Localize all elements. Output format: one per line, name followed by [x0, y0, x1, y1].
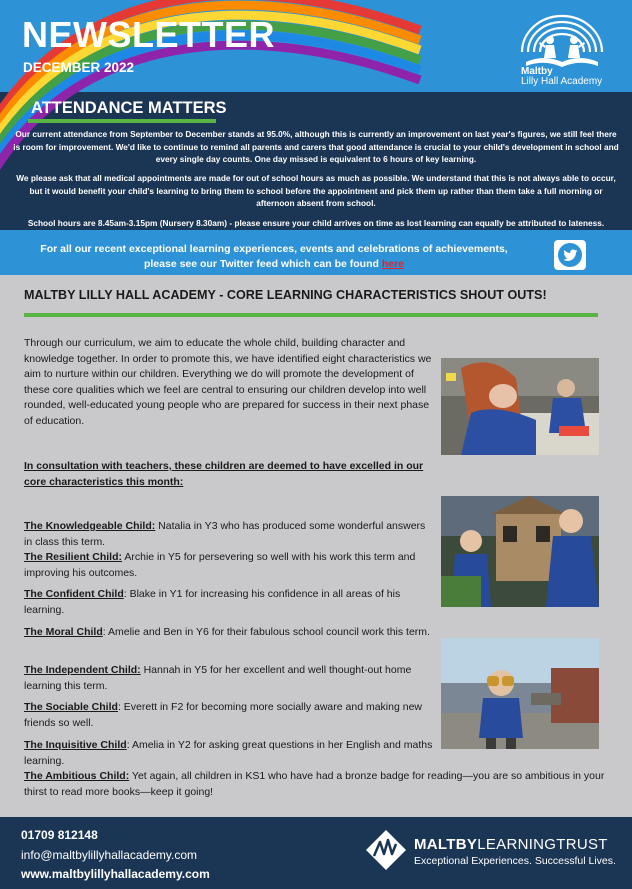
core-characteristics-heading: MALTBY LILLY HALL ACADEMY - CORE LEARNING CHARACTERISTICS SHOUT OUTS!: [24, 288, 547, 302]
shoutout-ambitious: [24, 769, 614, 800]
shoutout-title: The Moral Child: [24, 626, 103, 638]
school-name-line2: Lilly Hall Academy: [521, 76, 603, 87]
school-name-line1: Maltby: [521, 66, 553, 77]
shoutout-text: Natalia in Y3 who has produced some wonderful answers in class this term.: [24, 520, 426, 548]
newsletter-header: [0, 0, 632, 230]
shoutout-text: : Amelie and Ben in Y6 for their fabulous school council work this term.: [102, 626, 430, 638]
attendance-paragraph-3: School hours are 8.45am-3.15pm (Nursery 8.30am) - please ensure your child arrives on time as lost learning can equally be attributed to lateness.: [27, 218, 605, 228]
trust-name-rest: LEARNINGTRUST: [477, 836, 608, 853]
core-heading-underline: [24, 313, 598, 317]
twitter-bird-icon[interactable]: [554, 240, 586, 270]
shoutout-text: : Everett in F2 for becoming more socially aware and making new friends so well.: [24, 701, 422, 729]
photo-child-binoculars: [441, 638, 599, 749]
shoutout-sociable: [24, 700, 440, 731]
shoutout-text: : Amelia in Y2 for asking great questions in her English and maths learning.: [24, 739, 433, 767]
footer-website[interactable]: www.maltbylillyhallacademy.com: [21, 867, 210, 881]
shoutout-text: : Blake in Y1 for increasing his confidence in all areas of his learning.: [24, 588, 401, 616]
newsletter-date: DECEMBER 2022: [23, 60, 135, 75]
attendance-paragraph-1: Our current attendance from September to December stands at 95.0%, although this is currently an improvement on last year's figures, we still feel there is room for improvement. We'd like to continue to remind all parents and carers that good attendance is crucial to your child's development in school and every single day counts. One day missed is equivalent to 6 hours of key learning.: [13, 129, 619, 165]
footer-phone[interactable]: 01709 812148: [21, 828, 98, 842]
shoutout-independent: [24, 663, 440, 694]
photo-children-playhouse: [441, 496, 599, 607]
twitter-here-link[interactable]: here: [381, 258, 405, 270]
newsletter-title: NEWSLETTER: [22, 14, 275, 55]
shoutout-confident: [24, 587, 436, 618]
shoutout-title: The Inquisitive Child: [24, 739, 127, 751]
shoutout-text: Archie in Y5 for persevering so well with his work this term and improving his outcomes.: [24, 551, 416, 579]
shoutout-resilient: [24, 550, 440, 581]
twitter-message: [14, 242, 534, 272]
trust-logo-icon: [364, 828, 408, 872]
shoutout-title: The Ambitious Child:: [24, 770, 130, 782]
shoutout-title: The Confident Child: [24, 588, 124, 600]
shoutout-text: Hannah in Y5 for her excellent and well thought-out home learning this term.: [24, 664, 412, 692]
shoutout-knowledgeable: [24, 519, 436, 550]
consultation-statement: In consultation with teachers, these children are deemed to have excelled in our core characteristics this month:: [24, 460, 424, 488]
footer-email[interactable]: info@maltbylillyhallacademy.com: [21, 848, 198, 862]
shoutout-text: Yet again, all children in KS1 who have had a bronze badge for reading—you are so ambitious in your thirst to read more books—keep it going!: [24, 770, 605, 798]
core-intro-paragraph: Through our curriculum, we aim to educate the whole child, building character and knowledge together. In order to promote this, we have identified eight characteristics we aim to nurture within our children. Everything we do will promote the development of these core qualities which we feel are central to ensuring our children develop into well rounded, well-educated young people who are prepared for success in their next phase of education.: [24, 337, 432, 427]
trust-tagline: Exceptional Experiences. Successful Lives.: [414, 855, 616, 867]
twitter-line-2: please see our Twitter feed which can be found: [143, 258, 382, 270]
shoutout-inquisitive: [24, 738, 434, 769]
attendance-underline: [28, 119, 216, 123]
photo-child-writing: [441, 358, 599, 455]
attendance-paragraph-2: We please ask that all medical appointments are made for out of school hours as much as possible. We understand that this is not always able to occur, but it would benefit your child's learning to bring them to school before the appointment and pick them up rather than them take a full morning or afternoon absent from school.: [16, 173, 616, 209]
twitter-line-1: For all our recent exceptional learning experiences, events and celebrations of achievements,: [40, 243, 508, 255]
shoutout-title: The Independent Child:: [24, 664, 141, 676]
trust-name-bold: MALTBY: [414, 836, 478, 853]
shoutout-title: The Sociable Child: [24, 701, 118, 713]
shoutout-title: The Knowledgeable Child:: [24, 520, 156, 532]
trust-name: [414, 836, 608, 853]
shoutout-moral: [24, 625, 438, 641]
attendance-heading: ATTENDANCE MATTERS: [31, 99, 227, 117]
shoutout-title: The Resilient Child:: [24, 551, 123, 563]
